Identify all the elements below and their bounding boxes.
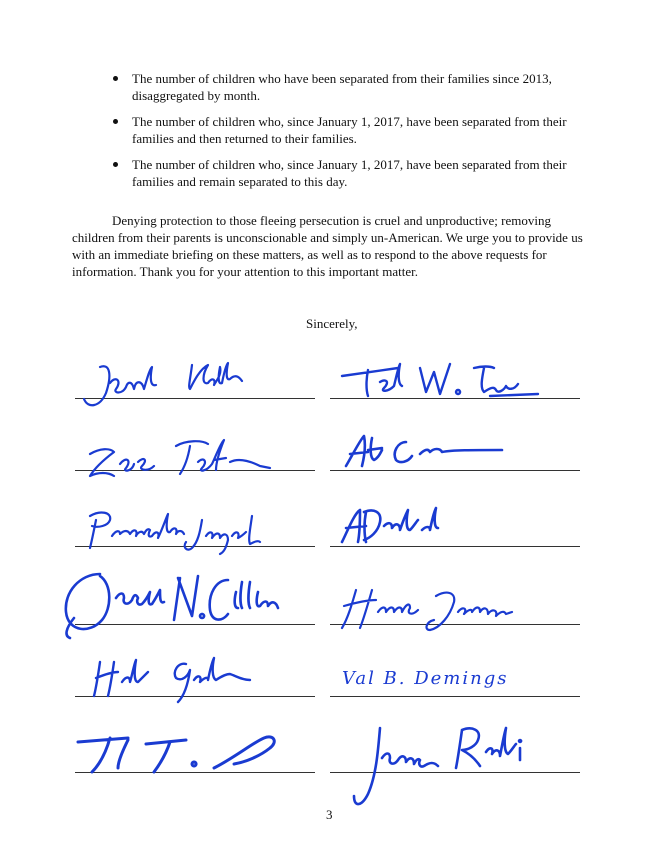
signature-deutch <box>336 502 496 550</box>
signature-unnamed <box>340 428 510 478</box>
list-item-text: The number of children who, since January 1, 2017, have been separated from their families and remain separated to this day. <box>132 157 567 189</box>
signature-lieu <box>338 358 558 408</box>
signature-raskin <box>350 718 570 814</box>
list-item <box>110 113 610 147</box>
bullet-icon <box>113 162 118 167</box>
signature-unnamed <box>90 650 310 706</box>
list-item-text: The number of children who, since January 1, 2017, have been separated from their families and then returned to their families. <box>132 114 567 146</box>
signature-unnamed <box>74 722 304 782</box>
list-item-text: The number of children who have been separated from their families since 2013, disaggregated by month. <box>132 71 552 103</box>
signature-lofgren <box>80 432 290 492</box>
signature-nadler <box>80 355 280 415</box>
signature-line <box>330 696 580 697</box>
list-item <box>110 70 610 104</box>
signature-jayapal <box>82 502 292 558</box>
closing-salutation: Sincerely, <box>306 316 358 331</box>
list-item <box>110 156 610 190</box>
closing-paragraph: Denying protection to those fleeing persecution is cruel and unproductive; removing children from their parents is unconscionable and simply un-American. We urge you to provide us with an immediate briefing on these matters, as well as to respond to the above requests for information. Thank you for your attention to this important matter. <box>72 213 583 279</box>
request-list <box>110 70 610 199</box>
bullet-icon <box>113 119 118 124</box>
signature-cicilline <box>60 564 310 642</box>
page-number: 3 <box>326 807 333 822</box>
signature-demings: Val B. Demings <box>342 668 509 689</box>
bullet-icon <box>113 76 118 81</box>
signature-johnson <box>336 580 546 636</box>
